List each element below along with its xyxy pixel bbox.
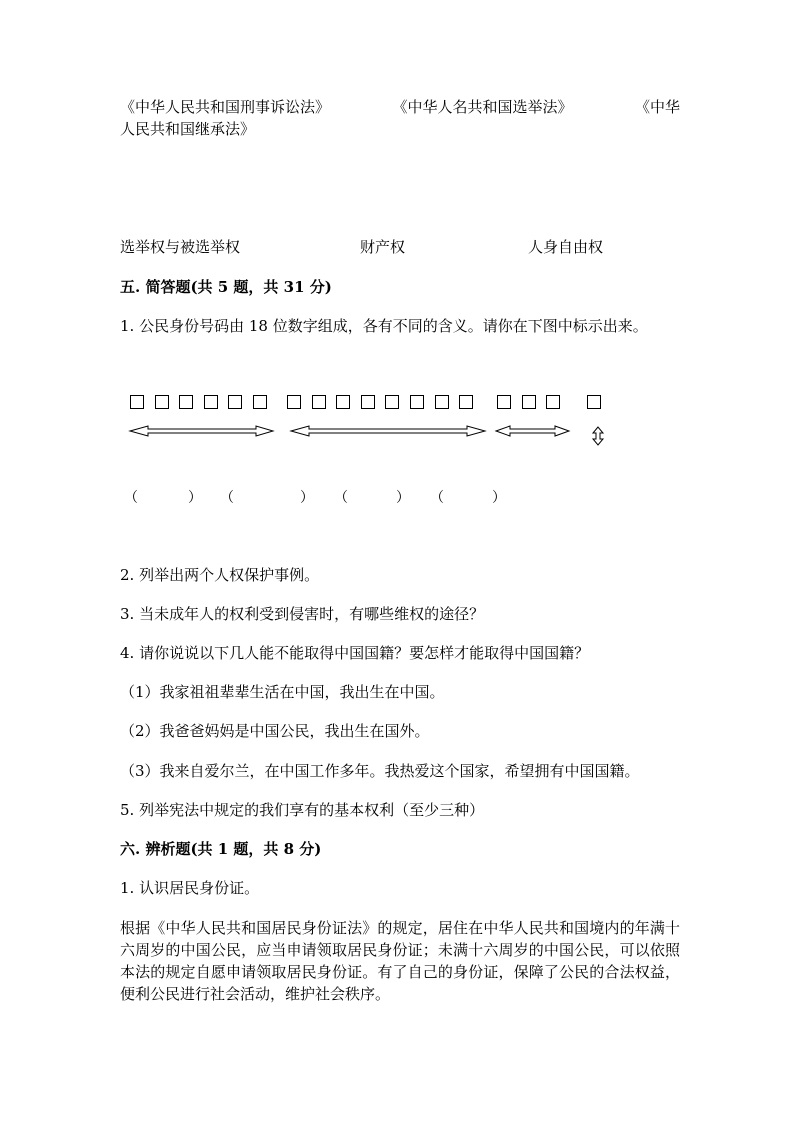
section5-q1: 1. 公民身份号码由 18 位数字组成，各有不同的含义。请你在下图中标示出来。 xyxy=(120,317,648,335)
section5-q2: 2. 列举出两个人权保护事例。 xyxy=(120,566,320,584)
section6-q1: 1. 认识居民身份证。 xyxy=(120,879,260,897)
paren-open-2: （ xyxy=(220,490,234,506)
paren-close-1: ） xyxy=(188,490,202,506)
paren-close-3: ） xyxy=(396,490,410,506)
double-arrow-icon xyxy=(130,426,273,436)
section5-q4-sub3: （3）我来自爱尔兰，在中国工作多年。我热爱这个国家，希望拥有中国国籍。 xyxy=(120,762,640,780)
right-option-property: 财产权 xyxy=(360,238,406,256)
paren-open-3: （ xyxy=(334,490,348,506)
section5-heading: 五. 简答题(共 5 题，共 31 分) xyxy=(120,278,332,296)
double-arrow-icon xyxy=(291,426,485,436)
section5-q3: 3. 当未成年人的权利受到侵害时，有哪些维权的途径？ xyxy=(120,605,485,623)
double-arrow-icon xyxy=(496,426,569,436)
paren-open-4: （ xyxy=(430,490,444,506)
paren-close-4: ） xyxy=(492,490,506,506)
law-option-criminal-procedure: 《中华人民共和国刑事诉讼法》 xyxy=(120,98,331,116)
paren-open-1: （ xyxy=(124,490,138,506)
right-option-personal-freedom: 人身自由权 xyxy=(528,238,604,256)
section5-q4-sub1: （1）我家祖祖辈辈生活在中国，我出生在中国。 xyxy=(120,683,445,701)
law-option-inheritance-part2: 人民共和国继承法》 xyxy=(120,120,256,138)
law-option-inheritance-part1: 《中华 xyxy=(634,98,680,116)
vertical-double-arrow-icon xyxy=(593,427,603,445)
paren-close-2: ） xyxy=(300,490,314,506)
section5-q4-sub2: （2）我爸爸妈妈是中国公民，我出生在国外。 xyxy=(120,722,430,740)
right-option-election: 选举权与被选举权 xyxy=(120,238,241,256)
section6-paragraph: 根据《中华人民共和国居民身份证法》的规定，居住在中华人民共和国境内的年满十六周岁的中国公民，应当申请领取居民身份证；未满十六周岁的中国公民，可以依照本法的规定自愿申请领取居民身份证。有了自己的身份证，保障了公民的合法权益，便利公民进行社会活动，维护社会秩序。 xyxy=(120,919,680,1003)
law-option-election: 《中华人名共和国选举法》 xyxy=(392,98,573,116)
segment-arrows xyxy=(0,0,794,520)
section5-q4: 4. 请你说说以下几人能不能取得中国国籍？要怎样才能取得中国国籍？ xyxy=(120,644,590,662)
section6-heading: 六. 辨析题(共 1 题，共 8 分) xyxy=(120,840,322,858)
section5-q5: 5. 列举宪法中规定的我们享有的基本权利（至少三种） xyxy=(120,801,485,819)
